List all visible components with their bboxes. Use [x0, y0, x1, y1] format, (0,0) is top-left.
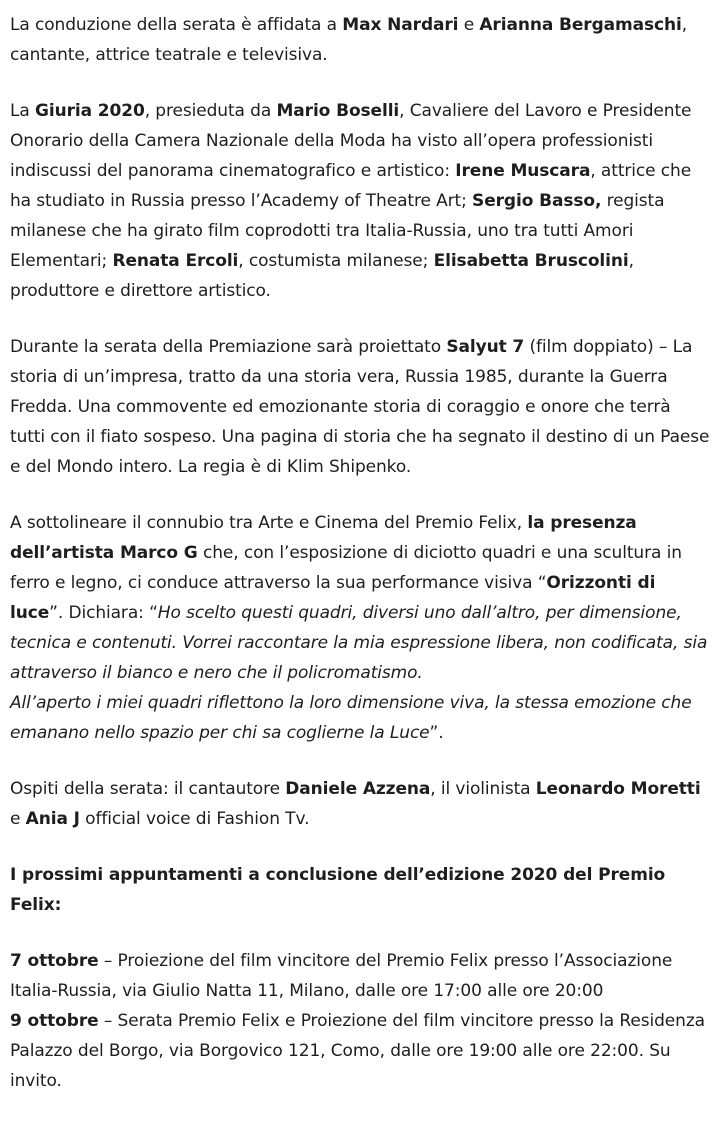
text-run: – Serata Premio Felix e Proiezione del film vincitore presso la Residenza Palazzo del Borgo, via Borgovico 121, Como, dalle ore 19:00 alle ore 22:00. Su invito. — [10, 1011, 705, 1091]
bold-text-run: Renata Ercoli — [112, 251, 239, 271]
paragraph-guests — [10, 774, 710, 834]
bold-text-run: Leonardo Moretti — [535, 779, 701, 799]
paragraph-screening — [10, 332, 710, 482]
italic-text-run: All’aperto i miei quadri riflettono la loro dimensione viva, la stessa emozione che emanano nello spazio per chi sa coglierne la Luce — [10, 693, 692, 743]
bold-text-run: 7 ottobre — [10, 951, 99, 971]
bold-text-run: Mario Boselli — [276, 101, 400, 121]
bold-text-run: Orizzonti di luce — [10, 573, 656, 623]
text-run: che, con l’esposizione di diciotto quadri e una scultura in ferro e legno, ci conduce attraverso la sua performance visiva “ — [10, 543, 682, 593]
italic-text-run: Ho scelto questi quadri, diversi uno dall’altro, per dimensione, tecnica e contenuti. Vorrei raccontare la mia espressione libera, non codificata, sia attraverso il bianco e nero che il policromatismo. — [10, 603, 708, 683]
paragraph-event-oct-9 — [10, 1006, 710, 1096]
bold-text-run: Ania J — [25, 809, 80, 829]
bold-text-run: la presenza dell’artista Marco G — [10, 513, 637, 563]
text-run: regista milanese che ha girato film coprodotti tra Italia-Russia, uno tra tutti Amori Elementari; — [10, 191, 665, 271]
paragraph-hosts — [10, 10, 710, 70]
text-run: , produttore e direttore artistico. — [10, 251, 634, 301]
text-run: ”. Dichiara: “ — [49, 603, 158, 623]
bold-text-run: Arianna Bergamaschi — [479, 15, 682, 35]
text-run: , Cavaliere del Lavoro e Presidente Onorario della Camera Nazionale della Moda ha visto all’opera professionisti indiscussi del panorama cinematografico e artistico: — [10, 101, 692, 181]
paragraph-jury — [10, 96, 710, 306]
bold-text-run: Elisabetta Bruscolini — [433, 251, 629, 271]
bold-text-run: Salyut 7 — [446, 337, 525, 357]
paragraph-upcoming-heading — [10, 860, 710, 920]
bold-text-run: Irene Muscara — [455, 161, 591, 181]
bold-text-run: Daniele Azzena — [285, 779, 431, 799]
text-run: A sottolineare il connubio tra Arte e Cinema del Premio Felix, — [10, 513, 528, 533]
text-run: , il violinista — [430, 779, 536, 799]
bold-text-run: Sergio Basso, — [472, 191, 602, 211]
bold-text-run: Max Nardari — [342, 15, 459, 35]
bold-text-run: 9 ottobre — [10, 1011, 99, 1031]
bold-text-run: I prossimi appuntamenti a conclusione dell’edizione 2020 del Premio Felix: — [10, 865, 666, 915]
text-run: – Proiezione del film vincitore del Premio Felix presso l’Associazione Italia-Russia, via Giulio Natta 11, Milano, dalle ore 17:00 alle ore 20:00 — [10, 951, 673, 1001]
article-body — [10, 10, 710, 1122]
text-run: ”. — [429, 723, 444, 743]
text-run: Durante la serata della Premiazione sarà proiettato — [10, 337, 447, 357]
text-run: , attrice che ha studiato in Russia presso l’Academy of Theatre Art; — [10, 161, 692, 211]
text-run: Ospiti della serata: il cantautore — [10, 779, 286, 799]
text-run: , presieduta da — [144, 101, 277, 121]
paragraph-artist — [10, 508, 710, 748]
text-run: official voice di Fashion Tv. — [79, 809, 310, 829]
text-run: e — [10, 809, 26, 829]
bold-text-run: Giuria 2020 — [35, 101, 145, 121]
text-run: (film doppiato) – La storia di un’impresa, tratto da una storia vera, Russia 1985, durante la Guerra Fredda. Una commovente ed emozionante storia di coraggio e onore che terrà tutti con il fiato sospeso. Una pagina di storia che ha segnato il destino di un Paese e del Mondo intero. La regia è di Klim Shipenko. — [10, 337, 710, 477]
text-run: La conduzione della serata è affidata a — [10, 15, 343, 35]
text-run: La — [10, 101, 35, 121]
text-run: e — [458, 15, 480, 35]
paragraph-event-oct-7 — [10, 946, 710, 1006]
text-run: , costumista milanese; — [238, 251, 434, 271]
text-run: , cantante, attrice teatrale e televisiva. — [10, 15, 688, 65]
